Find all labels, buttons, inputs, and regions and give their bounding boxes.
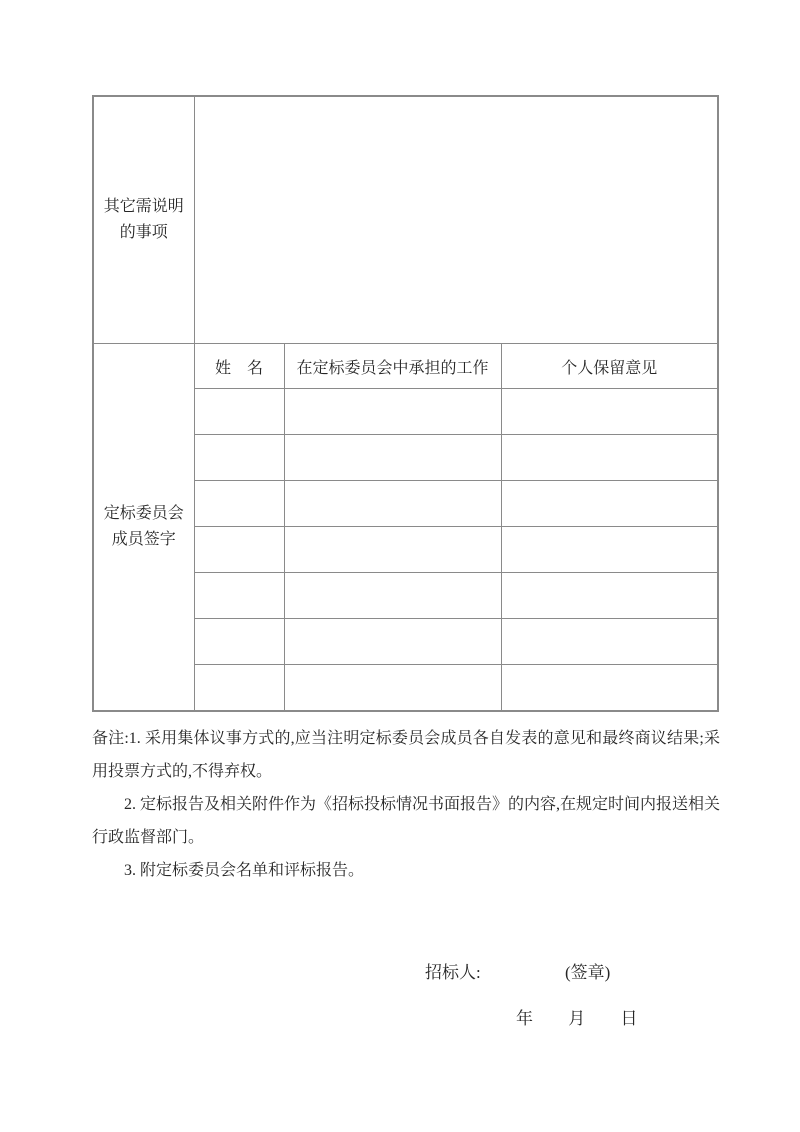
committee-label-line2: 成员签字 (111, 531, 176, 548)
work-cell (284, 619, 501, 665)
name-cell (194, 527, 284, 573)
notes-section (92, 722, 720, 887)
opinion-cell (501, 573, 718, 619)
tenderer-signature-line (425, 958, 610, 983)
opinion-cell (501, 619, 718, 665)
bid-decision-form-table (92, 95, 719, 712)
note-paragraph-2: 2. 定标报告及相关附件作为《招标投标情况书面报告》的内容,在规定时间内报送相关行政监督部门。 (92, 796, 721, 846)
column-header-opinion: 个人保留意见 (501, 344, 718, 389)
work-cell (284, 481, 501, 527)
other-matters-row (93, 96, 718, 344)
committee-label-line1: 定标委员会 (103, 505, 184, 522)
name-cell (194, 389, 284, 435)
other-matters-label-line1: 其它需说明 (103, 198, 184, 215)
name-cell (194, 665, 284, 712)
name-cell (194, 573, 284, 619)
tenderer-label: 招标人: (425, 963, 481, 982)
committee-signature-label (93, 344, 194, 712)
day-label: 日 (620, 1009, 638, 1028)
note-paragraph-1: 备注:1. 采用集体议事方式的,应当注明定标委员会成员各自发表的意见和最终商议结果;采用投票方式的,不得弃权。 (92, 730, 720, 780)
month-label: 月 (568, 1009, 586, 1028)
other-matters-content-cell (194, 96, 718, 344)
column-header-work: 在定标委员会中承担的工作 (284, 344, 501, 389)
name-cell (194, 481, 284, 527)
year-label: 年 (516, 1009, 533, 1028)
work-cell (284, 665, 501, 712)
column-header-name: 姓 名 (194, 344, 284, 389)
work-cell (284, 527, 501, 573)
name-cell (194, 619, 284, 665)
opinion-cell (501, 389, 718, 435)
other-matters-label (93, 96, 194, 344)
opinion-cell (501, 435, 718, 481)
note-paragraph-3: 3. 附定标委员会名单和评标报告。 (124, 862, 365, 879)
opinion-cell (501, 481, 718, 527)
seal-label: (签章) (564, 963, 611, 982)
opinion-cell (501, 665, 718, 712)
name-cell (194, 435, 284, 481)
work-cell (284, 435, 501, 481)
committee-header-row (93, 344, 718, 389)
work-cell (284, 573, 501, 619)
work-cell (284, 389, 501, 435)
date-line (516, 1004, 638, 1029)
opinion-cell (501, 527, 718, 573)
other-matters-label-line2: 的事项 (119, 224, 168, 241)
